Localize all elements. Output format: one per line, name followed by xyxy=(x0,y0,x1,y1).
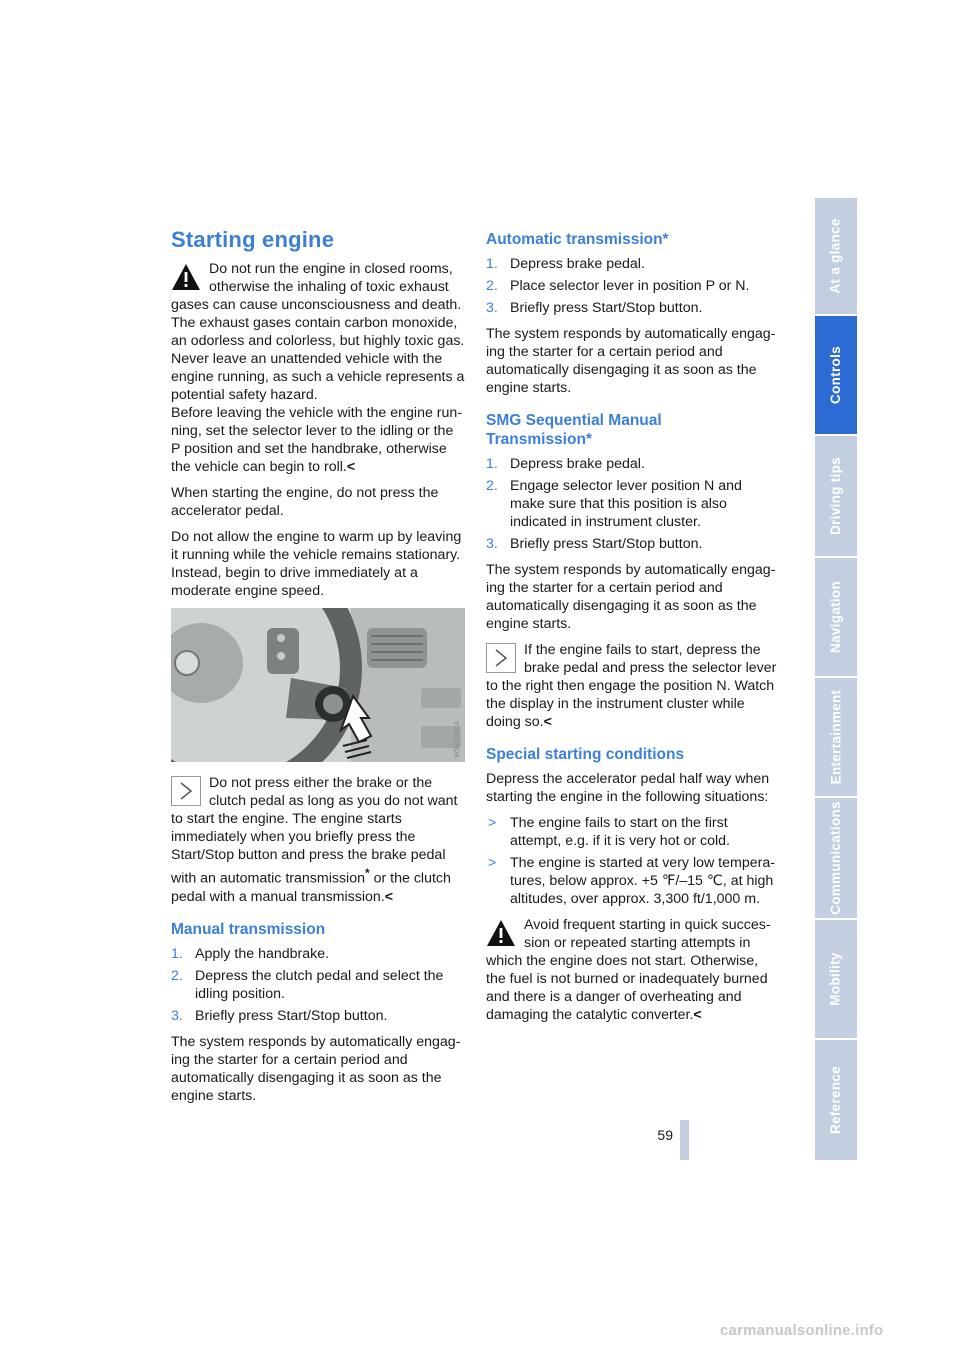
list-item: 1. Apply the handbrake. xyxy=(171,945,330,962)
note-text-continued: or the clutch pedal with a manual transmission. xyxy=(171,870,451,905)
warning-notice xyxy=(486,916,780,1024)
right-column xyxy=(486,230,780,1032)
note-icon xyxy=(486,643,516,673)
steering-column-photo xyxy=(171,608,465,762)
special-conditions-list xyxy=(486,814,780,908)
note-text: Do not press either the brake or the clutch pedal as long as you do not want to start the engine. The engine starts immediately when you briefly press the Start/Stop button and press the brake pedal with an automatic transmission xyxy=(171,775,458,887)
tab-navigation[interactable]: Navigation xyxy=(815,558,857,676)
watermark: carmanualsonline.info xyxy=(720,1322,884,1339)
page-number: 59 xyxy=(657,1127,673,1143)
section-title: Starting engine xyxy=(171,227,335,252)
warning-text: Do not run the engine in closed rooms, otherwise the inhaling of toxic exhaust gases can cause unconsciousness and death. The exhaust gases contain carbon monoxide, an odorless and colorless, but highly toxic gas. Never leave an unattended vehicle with the engine running, as such a vehicle represents a potential safety hazard. xyxy=(171,261,465,403)
subsection-title: Automatic transmission* xyxy=(486,231,669,248)
tab-entertainment[interactable]: Entertainment xyxy=(815,678,857,796)
warning-text: Avoid frequent starting in quick succession or repeated starting attempts in which the engine does not start. Otherwise, the fuel is not burned or inadequately burned and there is a danger of overheating and damaging the catalytic converter. xyxy=(486,917,771,1023)
chapter-sidebar xyxy=(815,198,857,1160)
end-mark: < xyxy=(543,714,552,730)
paragraph: When starting the engine, do not press the accelerator pedal. xyxy=(171,485,439,519)
subsection-title: SMG Sequential Manual Transmission* xyxy=(486,412,662,448)
end-mark: < xyxy=(346,459,356,475)
list-item: 1. Depress brake pedal. xyxy=(486,456,645,472)
auto-steps-list xyxy=(486,255,780,317)
list-item: 1. Depress brake pedal. xyxy=(486,256,645,272)
tab-reference[interactable]: Reference xyxy=(815,1040,857,1160)
image-code: W5E0S0CA xyxy=(454,720,461,758)
tab-at-a-glance[interactable]: At a glance xyxy=(815,198,857,314)
subsection-title: Special starting conditions xyxy=(486,746,685,763)
manual-steps-list xyxy=(171,945,465,1025)
paragraph: The system responds by automatically engaging the starter for a certain period and automatically disengaging it as soon as the engine starts. xyxy=(486,562,776,632)
end-mark: < xyxy=(384,888,394,905)
tab-communications[interactable]: Communications xyxy=(815,798,857,918)
tab-controls[interactable]: Controls xyxy=(815,316,857,434)
warning-icon xyxy=(486,918,516,948)
tab-driving-tips[interactable]: Driving tips xyxy=(815,436,857,556)
paragraph: Do not allow the engine to warm up by leaving it running while the vehicle remains stationary. Instead, begin to drive immediately at a moderate engine speed. xyxy=(171,529,462,599)
note-text: If the engine fails to start, depress the brake pedal and press the selector lever to the right then engage the position N. Watch the display in the instrument cluster while doing so. xyxy=(486,642,777,730)
list-item: 2. Place selector lever in position P or N. xyxy=(486,278,750,294)
paragraph: The system responds by automatically engaging the starter for a certain period and automatically disengaging it as soon as the engine starts. xyxy=(486,326,776,396)
list-item: > The engine fails to start on the first attempt, e.g. if it is very hot or cold. xyxy=(488,815,730,849)
list-item: 3. Briefly press Start/Stop button. xyxy=(486,536,703,552)
warning-icon xyxy=(171,262,201,292)
page-marker-bar xyxy=(680,1120,689,1160)
list-item: > The engine is started at very low temperatures, below approx. +5 ℉/–15 ℃, at high altitudes, over approx. 3,300 ft/1,000 m. xyxy=(488,855,775,907)
list-item: 2. Engage selector lever position N and make sure that this position is also indicated in instrument cluster. xyxy=(486,478,742,530)
tab-mobility[interactable]: Mobility xyxy=(815,920,857,1038)
list-item: 3. Briefly press Start/Stop button. xyxy=(171,1007,388,1024)
smg-steps-list xyxy=(486,455,780,553)
subsection-title: Manual transmission xyxy=(171,920,326,938)
note-icon xyxy=(171,776,201,806)
paragraph: Depress the accelerator pedal half way when starting the engine in the following situations: xyxy=(486,771,770,805)
list-item: 3. Briefly press Start/Stop button. xyxy=(486,300,703,316)
note-notice xyxy=(171,774,465,906)
paragraph: The system responds by automatically engaging the starter for a certain period and automatically disengaging it as soon as the engine starts. xyxy=(171,1033,461,1104)
warning-notice xyxy=(171,260,465,476)
optional-equipment-star: * xyxy=(364,866,370,880)
end-mark: < xyxy=(693,1007,702,1023)
left-column xyxy=(171,226,465,1113)
list-item: 2. Depress the clutch pedal and select the idling position. xyxy=(171,967,444,1002)
note-notice xyxy=(486,641,780,731)
warning-text-continued: Before leaving the vehicle with the engine running, set the selector lever to the idling or the P position and set the handbrake, otherwise the vehicle can begin to roll. xyxy=(171,405,463,475)
